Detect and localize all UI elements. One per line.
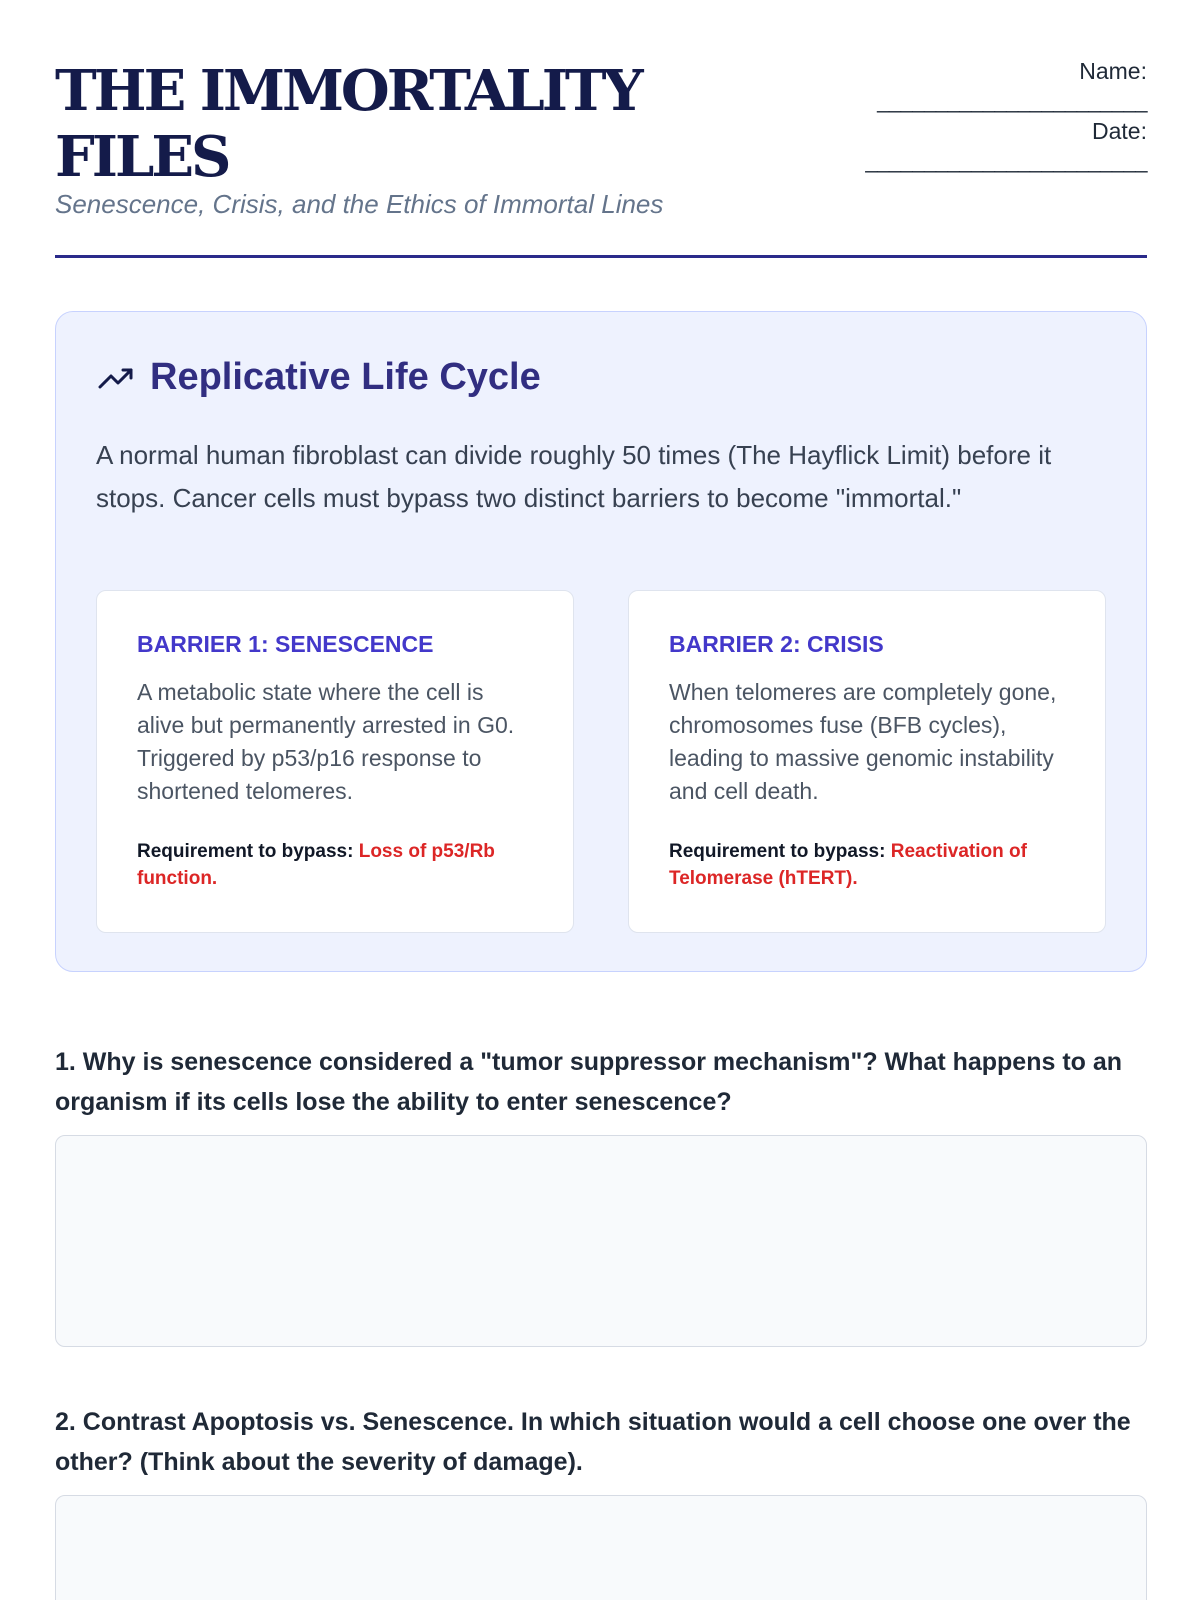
question-1: 1. Why is senescence considered a "tumor suppressor mechanism"? What happens to an organism if its cells lose the ability to enter senescence? [55, 1048, 1123, 1116]
barrier-title: BARRIER 2: CRISIS [669, 631, 884, 657]
panel-heading [96, 356, 541, 399]
date-label: Date: [1092, 118, 1147, 144]
requirement-value: Loss of p53/Rb function. [137, 841, 495, 889]
date-field[interactable]: ________________________ [865, 148, 1147, 173]
panel-title: Replicative Life Cycle [150, 356, 541, 398]
panel-intro: A normal human fibroblast can divide roughly 50 times (The Hayflick Limit) before it stops. Cancer cells must bypass two distinct barriers to become "immortal." [96, 440, 1052, 513]
worksheet-header [55, 58, 1147, 258]
barrier-description: When telomeres are completely gone, chromosomes fuse (BFB cycles), leading to massive genomic instability and cell death. [669, 679, 1057, 804]
barrier-requirement [669, 838, 1065, 892]
barrier-title: BARRIER 1: SENESCENCE [137, 631, 434, 657]
student-info [767, 58, 1147, 178]
requirement-label: Requirement to bypass: [669, 841, 886, 862]
name-field[interactable]: _______________________ [877, 88, 1147, 113]
requirement-label: Requirement to bypass: [137, 841, 354, 862]
life-cycle-panel [55, 311, 1147, 972]
page-title: THE IMMORTALITY FILES [55, 58, 641, 190]
barrier-description: A metabolic state where the cell is alive but permanently arrested in G0. Triggered by p53/p16 response to shortened telomeres. [137, 679, 515, 804]
name-label: Name: [1079, 58, 1147, 84]
question-2: 2. Contrast Apoptosis vs. Senescence. In which situation would a cell choose one over the other? (Think about the severity of damage). [55, 1408, 1131, 1476]
page-subtitle: Senescence, Crisis, and the Ethics of Immortal Lines [55, 189, 664, 219]
answer-box-2[interactable] [55, 1495, 1147, 1600]
requirement-value: Reactivation of Telomerase (hTERT). [669, 841, 1027, 889]
answer-box-1[interactable] [55, 1135, 1147, 1347]
trending-up-icon [96, 361, 136, 395]
barrier-card-crisis [628, 590, 1106, 933]
barrier-requirement [137, 838, 533, 892]
barrier-card-senescence [96, 590, 574, 933]
